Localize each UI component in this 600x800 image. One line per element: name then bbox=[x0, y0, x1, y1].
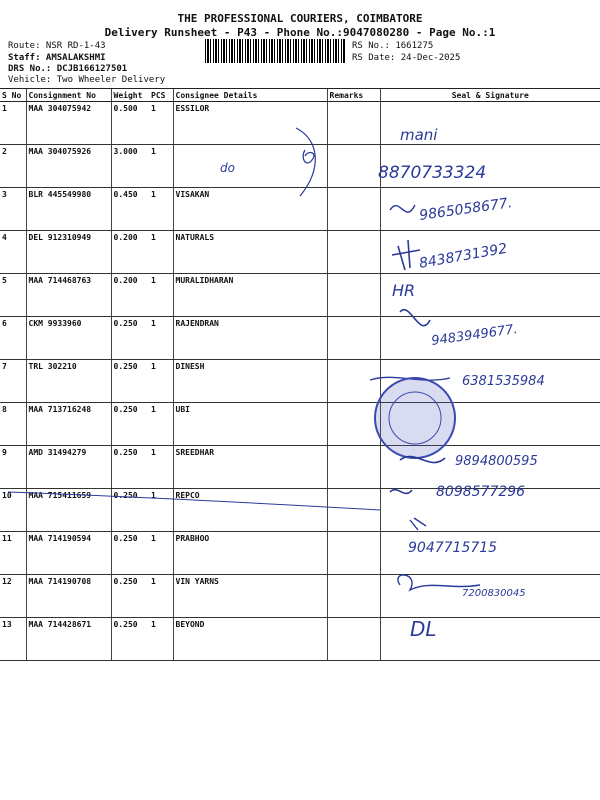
cell-consignment: TRL 302210 bbox=[26, 360, 111, 403]
cell-consignment: MAA 715411659 bbox=[26, 489, 111, 532]
cell-weight: 0.500 bbox=[111, 102, 149, 145]
sign-r1: mani bbox=[400, 126, 438, 144]
col-consignee: Consignee Details bbox=[173, 89, 327, 102]
sign-r11: 9047715715 bbox=[408, 540, 498, 556]
cell-sno: 10 bbox=[0, 489, 26, 532]
cell-pcs: 1 bbox=[149, 231, 173, 274]
sign-r3: 9865058677. bbox=[418, 195, 514, 224]
cell-consignment: MAA 714468763 bbox=[26, 274, 111, 317]
cell-pcs: 1 bbox=[149, 575, 173, 618]
cell-pcs: 1 bbox=[149, 102, 173, 145]
drs-number: DRS No.: DCJB166127501 bbox=[8, 64, 128, 74]
cell-consignee: VISAKAN bbox=[173, 188, 327, 231]
sign-r2: 8870733324 bbox=[378, 163, 487, 183]
cell-pcs: 1 bbox=[149, 188, 173, 231]
cell-consignee: DINESH bbox=[173, 360, 327, 403]
pen-stroke-line bbox=[8, 492, 380, 510]
cell-weight: 0.250 bbox=[111, 575, 149, 618]
cell-sno: 6 bbox=[0, 317, 26, 360]
vehicle-text: Vehicle: Two Wheeler Delivery bbox=[8, 75, 166, 85]
cell-weight: 0.200 bbox=[111, 274, 149, 317]
cell-consignee: RAJENDRAN bbox=[173, 317, 327, 360]
cell-sno: 9 bbox=[0, 446, 26, 489]
col-sno: S No bbox=[0, 89, 26, 102]
sign-r6: 9483949677. bbox=[430, 322, 519, 349]
cell-sno: 5 bbox=[0, 274, 26, 317]
cell-sno: 13 bbox=[0, 618, 26, 661]
do-mark: do bbox=[220, 161, 235, 175]
cell-sno: 8 bbox=[0, 403, 26, 446]
cell-consignment: MAA 714428671 bbox=[26, 618, 111, 661]
sign-r7: 6381535984 bbox=[462, 374, 545, 389]
cell-weight: 0.250 bbox=[111, 403, 149, 446]
cell-weight: 0.450 bbox=[111, 188, 149, 231]
signature-scribble bbox=[303, 150, 314, 163]
sign-scribble-r3 bbox=[390, 205, 415, 212]
rs-date: RS Date: 24-Dec-2025 bbox=[352, 53, 461, 63]
cell-weight: 0.250 bbox=[111, 532, 149, 575]
cell-sno: 4 bbox=[0, 231, 26, 274]
cell-consignment: MAA 713716248 bbox=[26, 403, 111, 446]
cell-pcs: 1 bbox=[149, 360, 173, 403]
cell-sno: 11 bbox=[0, 532, 26, 575]
cell-pcs: 1 bbox=[149, 403, 173, 446]
cell-consignee: BEYOND bbox=[173, 618, 327, 661]
cell-consignment: CKM 9933960 bbox=[26, 317, 111, 360]
cell-consignee: UBI bbox=[173, 403, 327, 446]
cell-weight: 3.000 bbox=[111, 145, 149, 188]
cell-consignment: MAA 304075926 bbox=[26, 145, 111, 188]
cell-pcs: 1 bbox=[149, 618, 173, 661]
cell-weight: 0.250 bbox=[111, 618, 149, 661]
route-text: Route: NSR RD-1-43 bbox=[8, 41, 106, 51]
cell-consignee: REPCO bbox=[173, 489, 327, 532]
sign-scribble-r11 bbox=[410, 518, 426, 530]
cell-weight: 0.250 bbox=[111, 360, 149, 403]
sign-r12: 7200830045 bbox=[462, 588, 526, 599]
cell-pcs: 1 bbox=[149, 317, 173, 360]
sign-scribble-r4 bbox=[392, 240, 420, 270]
sign-scribble-r6 bbox=[400, 310, 430, 326]
sign-r13: DL bbox=[410, 617, 437, 641]
sign-r10: 8098577296 bbox=[436, 484, 526, 500]
col-consignment: Consignment No bbox=[26, 89, 111, 102]
cell-consignee: ESSILOR bbox=[173, 102, 327, 145]
cell-weight: 0.250 bbox=[111, 446, 149, 489]
col-signature: Seal & Signature bbox=[380, 89, 600, 102]
cell-sno: 2 bbox=[0, 145, 26, 188]
col-remarks: Remarks bbox=[327, 89, 380, 102]
cell-pcs: 1 bbox=[149, 274, 173, 317]
cell-pcs: 1 bbox=[149, 145, 173, 188]
rs-number: RS No.: 1661275 bbox=[352, 41, 434, 51]
cell-sno: 7 bbox=[0, 360, 26, 403]
cell-sno: 3 bbox=[0, 188, 26, 231]
company-title: THE PROFESSIONAL COURIERS, COIMBATORE bbox=[177, 12, 423, 25]
cell-pcs: 1 bbox=[149, 532, 173, 575]
sign-r4: 8438731392 bbox=[417, 240, 509, 272]
cell-consignment: MAA 304075942 bbox=[26, 102, 111, 145]
cell-consignee: SREEDHAR bbox=[173, 446, 327, 489]
cell-weight: 0.200 bbox=[111, 231, 149, 274]
cell-consignment: AMD 31494279 bbox=[26, 446, 111, 489]
cell-weight: 0.250 bbox=[111, 489, 149, 532]
cell-consignee: NATURALS bbox=[173, 231, 327, 274]
col-pcs: PCS bbox=[149, 89, 173, 102]
cell-consignee: MURALIDHARAN bbox=[173, 274, 327, 317]
cell-sno: 12 bbox=[0, 575, 26, 618]
cell-consignee: VIN YARNS bbox=[173, 575, 327, 618]
cell-consignment: MAA 714190708 bbox=[26, 575, 111, 618]
sign-scribble-r10 bbox=[390, 490, 412, 494]
col-weight: Weight bbox=[111, 89, 149, 102]
staff-text: Staff: AMSALAKSHMI bbox=[8, 53, 106, 63]
cell-pcs: 1 bbox=[149, 446, 173, 489]
seal-stamp bbox=[375, 378, 455, 458]
sign-r9: 9894800595 bbox=[455, 454, 538, 469]
cell-consignee: PRABHOO bbox=[173, 532, 327, 575]
runsheet-subtitle: Delivery Runsheet - P43 - Phone No.:9047080280 - Page No.:1 bbox=[104, 26, 496, 39]
cell-pcs: 1 bbox=[149, 489, 173, 532]
cell-sno: 1 bbox=[0, 102, 26, 145]
cell-weight: 0.250 bbox=[111, 317, 149, 360]
cell-consignment: DEL 912310949 bbox=[26, 231, 111, 274]
cell-consignment: MAA 714190594 bbox=[26, 532, 111, 575]
sign-r5: HR bbox=[392, 281, 416, 300]
cell-consignment: BLR 445549980 bbox=[26, 188, 111, 231]
